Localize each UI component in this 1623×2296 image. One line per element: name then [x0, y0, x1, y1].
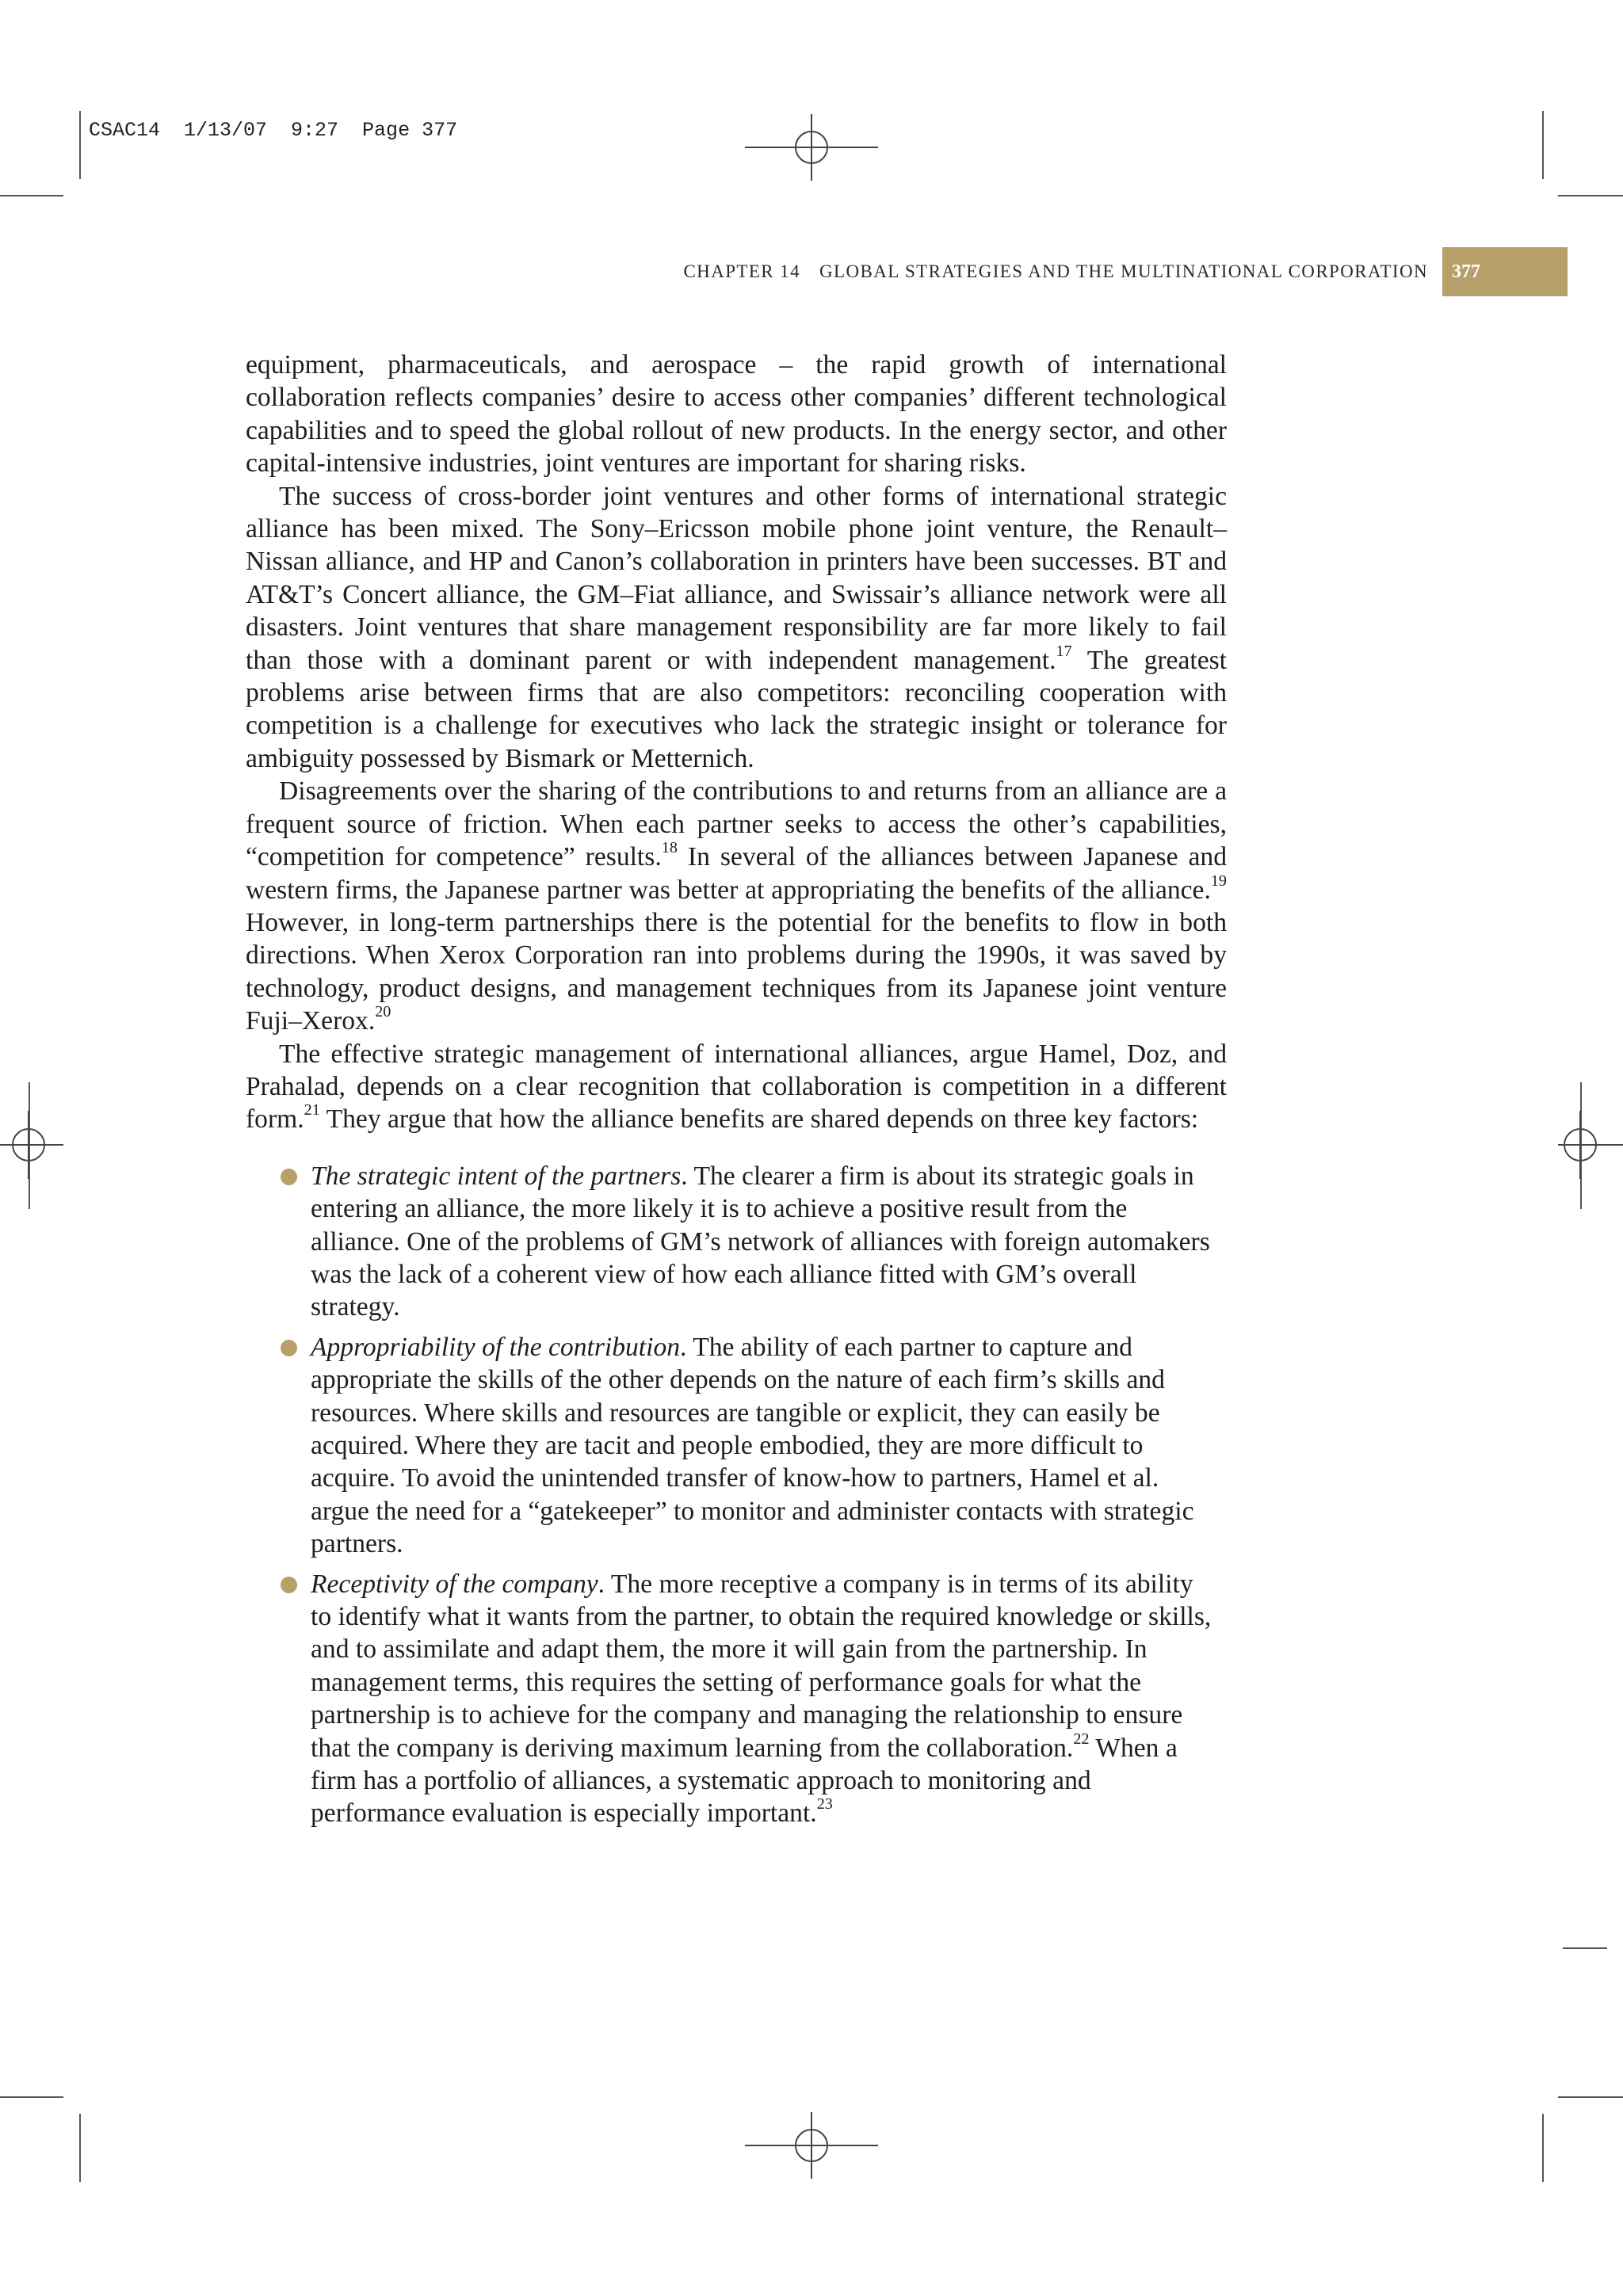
crop-mark-top-right-horizontal	[1558, 195, 1623, 196]
paragraph: The success of cross-border joint ventures and other forms of international strategic alliance has been mixed. The Sony–Ericsson mobile phone joint venture, the Renault–Nissan alliance, and HP and Canon’s collaboration in printers have been successes. BT and AT&T’s Concert alliance, the GM–Fiat alliance, and Swissair’s alliance network were all disasters. Joint ventures that share management responsibility are far more likely to fail than those with a dominant parent or with independent management.$^{17}$ The greatest problems arise between firms that are also competitors: reconciling cooperation with competition is a challenge for executives who lack the strategic insight or tolerance for ambiguity possessed by Bismark or Metternich.	[246, 481, 1227, 773]
printer-slug: CSAC14 1/13/07 9:27 Page 377	[89, 119, 458, 142]
registration-mark-icon	[0, 1111, 63, 1179]
paragraph: Disagreements over the sharing of the contributions to and returns from an alliance are a frequent source of friction. When each partner seeks to access the other’s capabilities, “competition for competence” results.$^{18}$ In several of the alliances between Japanese and western firms, the Japanese partner was better at appropriating the benefits of the alliance.$^{19}$ However, in long-term partnerships there is the potential for the benefits to flow in both directions. When Xerox Corporation ran into problems during the 1990s, it was saved by technology, product designs, and management techniques from its Japanese joint venture Fuji–Xerox.$^{20}$	[246, 776, 1227, 1036]
crop-mark-top-right-vertical	[1542, 111, 1544, 179]
crop-mark-bottom-left-horizontal	[0, 2096, 63, 2098]
factor-term: Appropriability of the contribution	[311, 1332, 681, 1362]
bullet-icon	[281, 1340, 297, 1356]
crop-mark-bottom-right-horizontal	[1558, 2096, 1623, 2098]
crop-mark-right-dash	[1563, 1947, 1607, 1949]
list-item: Receptivity of the company. The more receptive a company is in terms of its ability to identify what it wants from the partner, to obtain the required knowledge or skills, and to assimilate and adapt them, the more it will gain from the partnership. In management terms, this requires the setting of performance goals for what the partnership is to achieve for the company and managing the relationship to ensure that the company is deriving maximum learning from the collaboration.$^{22}$ When a firm has a portfolio of alliances, a systematic approach to monitoring and performance evaluation is especially important.$^{23}$	[246, 1568, 1227, 1830]
page-number: 377	[1442, 247, 1568, 296]
registration-mark-icon	[745, 2112, 878, 2179]
crop-mark-top-left-vertical	[79, 111, 81, 179]
list-item: The strategic intent of the partners. The clearer a firm is about its strategic goals in entering an alliance, the more likely it is to achieve a positive result from the alliance. One of the problems of GM’s network of alliances with foreign automakers was the lack of a coherent view of how each alliance fitted with GM’s overall strategy.	[246, 1160, 1227, 1324]
crop-mark-bottom-right-vertical	[1542, 2114, 1544, 2182]
footnote-ref: 19	[1210, 871, 1227, 890]
paragraph: equipment, pharmaceuticals, and aerospace – the rapid growth of international collaboration reflects companies’ desire to access other companies’ different technological capabilities and to speed the global rollout of new products. In the energy sector, and other capital-intensive industries, joint ventures are important for sharing risks.	[246, 350, 1227, 479]
registration-mark-icon	[1558, 1111, 1623, 1179]
footnote-ref: 23	[816, 1795, 833, 1814]
factor-term: Receptivity of the company	[311, 1569, 598, 1599]
footnote-ref: 22	[1073, 1730, 1090, 1748]
footnote-ref: 17	[1056, 642, 1072, 660]
body-text	[246, 349, 1227, 1837]
footnote-ref: 18	[661, 838, 678, 856]
footnote-ref: 20	[375, 1003, 391, 1020]
paragraph: The effective strategic management of international alliances, argue Hamel, Doz, and Prahalad, depends on a clear recognition that collaboration is competition in a different form.$^{21}$ They argue that how the alliance benefits are shared depends on three key factors:	[246, 1039, 1227, 1135]
registration-mark-icon	[745, 114, 878, 181]
bullet-icon	[281, 1577, 297, 1593]
list-item: Appropriability of the contribution. The ability of each partner to capture and appropriate the skills of the other depends on the nature of each firm’s skills and resources. Where skills and resources are tangible or explicit, they can easily be acquired. Where they are tacit and people embodied, they are more difficult to acquire. To avoid the unintended transfer of know-how to partners, Hamel et al. argue the need for a “gatekeeper” to monitor and administer contacts with strategic partners.	[246, 1331, 1227, 1561]
footnote-ref: 21	[304, 1101, 320, 1119]
crop-mark-bottom-left-vertical	[79, 2114, 81, 2182]
factor-term: The strategic intent of the partners	[311, 1161, 682, 1191]
crop-mark-top-left-horizontal	[0, 195, 63, 196]
chapter-title: GLOBAL STRATEGIES AND THE MULTINATIONAL CORPORATION	[819, 261, 1428, 281]
chapter-label: CHAPTER 14	[683, 261, 800, 281]
bullet-icon	[281, 1169, 297, 1185]
running-head	[571, 247, 1428, 296]
factor-list	[246, 1160, 1227, 1830]
